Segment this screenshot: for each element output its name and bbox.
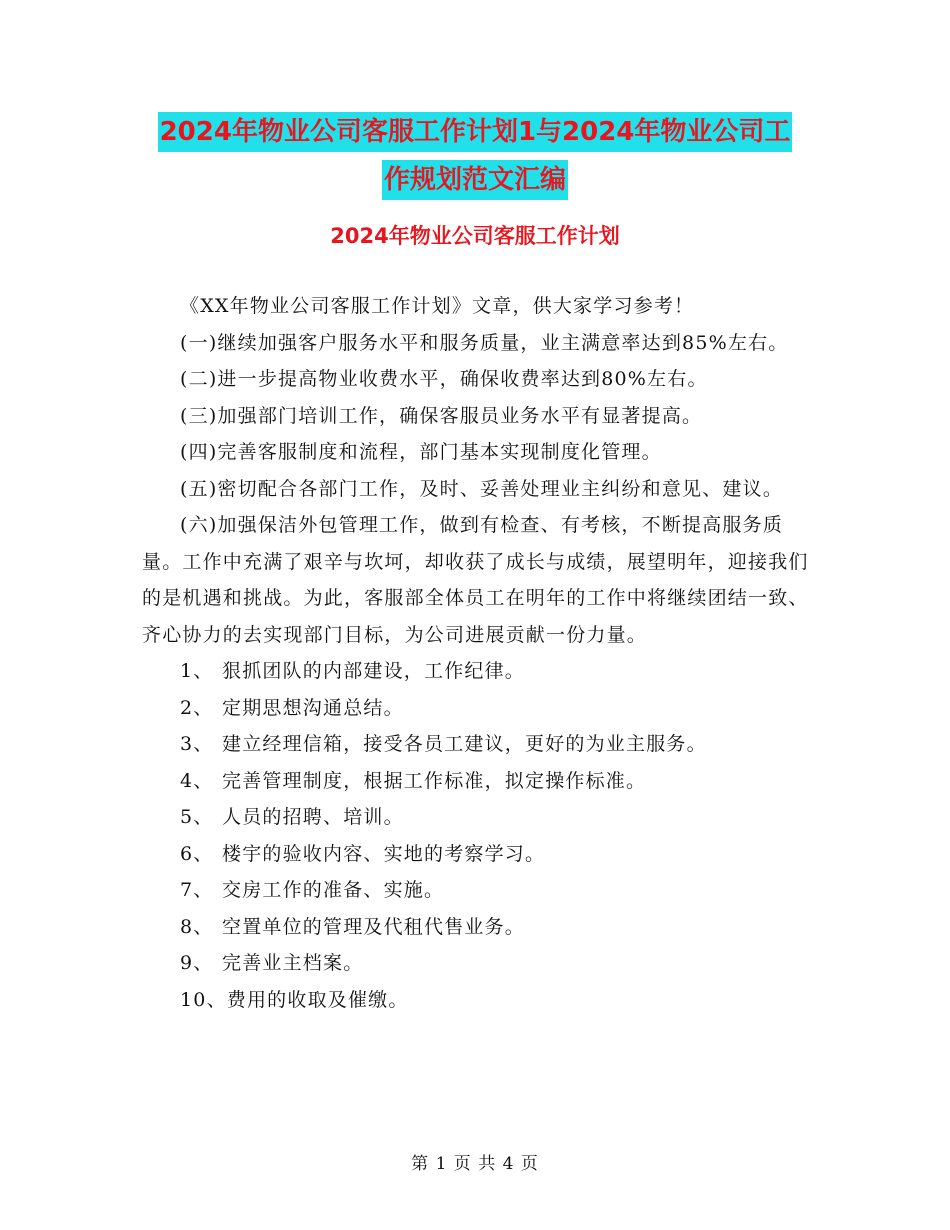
- list-item: [142, 872, 812, 909]
- title-line-1: 2024年物业公司客服工作计划1与2024年物业公司工: [158, 112, 793, 152]
- list-item-text: 费用的收取及催缴。: [226, 988, 409, 1011]
- list-item: [142, 763, 812, 800]
- goal-paragraph-1: (一)继续加强客户服务水平和服务质量，业主满意率达到85%左右。: [180, 331, 789, 354]
- goal-paragraph-2: (二)进一步提高物业收费水平，确保收费率达到80%左右。: [180, 368, 708, 390]
- list-item-text: 定期思想沟通总结。: [222, 696, 404, 719]
- list-item: [142, 909, 812, 946]
- list-item-text: 空置单位的管理及代租代售业务。: [222, 915, 526, 938]
- list-item: [142, 799, 812, 836]
- section-heading: 2024年物业公司客服工作计划: [330, 224, 620, 248]
- goal-paragraph-6: (六)加强保洁外包管理工作，做到有检查、有考核，不断提高服务质量。工作中充满了艰辛与坎坷，却收获了成长与成绩，展望明年，迎接我们的是机遇和挑战。为此，客服部全体员工在明年的工作中将继续团结一致、齐心协力的去实现部门目标，为公司进展贡献一份力量。: [142, 514, 809, 646]
- list-item: [142, 653, 812, 690]
- list-item: [142, 726, 812, 763]
- list-item-number: 8、: [180, 915, 214, 938]
- list-item-number: 7、: [180, 879, 214, 901]
- list-item-number: 1、: [180, 660, 214, 682]
- list-item-text: 完善管理制度，根据工作标准，拟定操作标准。: [222, 769, 647, 792]
- document-body: [142, 288, 812, 1018]
- goal-paragraph-4: (四)完善客服制度和流程，部门基本实现制度化管理。: [180, 441, 662, 463]
- list-item-text: 交房工作的准备、实施。: [222, 879, 445, 901]
- list-item-text: 狠抓团队的内部建设，工作纪律。: [222, 660, 526, 682]
- list-item-text: 楼宇的验收内容、实地的考察学习。: [222, 842, 546, 865]
- page-footer: 第 1 页 共 4 页: [411, 1154, 539, 1174]
- list-item-number: 2、: [180, 696, 214, 719]
- intro-paragraph: 《XX年物业公司客服工作计划》文章，供大家学习参考！: [180, 295, 695, 317]
- list-item-number: 3、: [180, 733, 214, 755]
- list-item: [142, 836, 812, 873]
- list-item-text: 完善业主档案。: [222, 952, 364, 974]
- list-item-number: 10、: [180, 988, 227, 1011]
- list-item: [142, 982, 812, 1019]
- title-line-2: 作规划范文汇编: [382, 160, 568, 200]
- list-item-text: 建立经理信箱，接受各员工建议，更好的为业主服务。: [222, 733, 707, 755]
- document-title: [0, 112, 950, 208]
- goal-paragraph-5: (五)密切配合各部门工作，及时、妥善处理业主纠纷和意见、建议。: [180, 477, 784, 500]
- goal-paragraph-3: (三)加强部门培训工作，确保客服员业务水平有显著提高。: [180, 404, 703, 427]
- list-item-number: 9、: [180, 952, 214, 974]
- list-item-number: 5、: [180, 806, 214, 828]
- list-item-number: 6、: [180, 842, 214, 865]
- list-item: [142, 690, 812, 727]
- list-item-text: 人员的招聘、培训。: [222, 806, 404, 828]
- task-list: [142, 653, 812, 1018]
- list-item: [142, 945, 812, 982]
- list-item-number: 4、: [180, 769, 214, 792]
